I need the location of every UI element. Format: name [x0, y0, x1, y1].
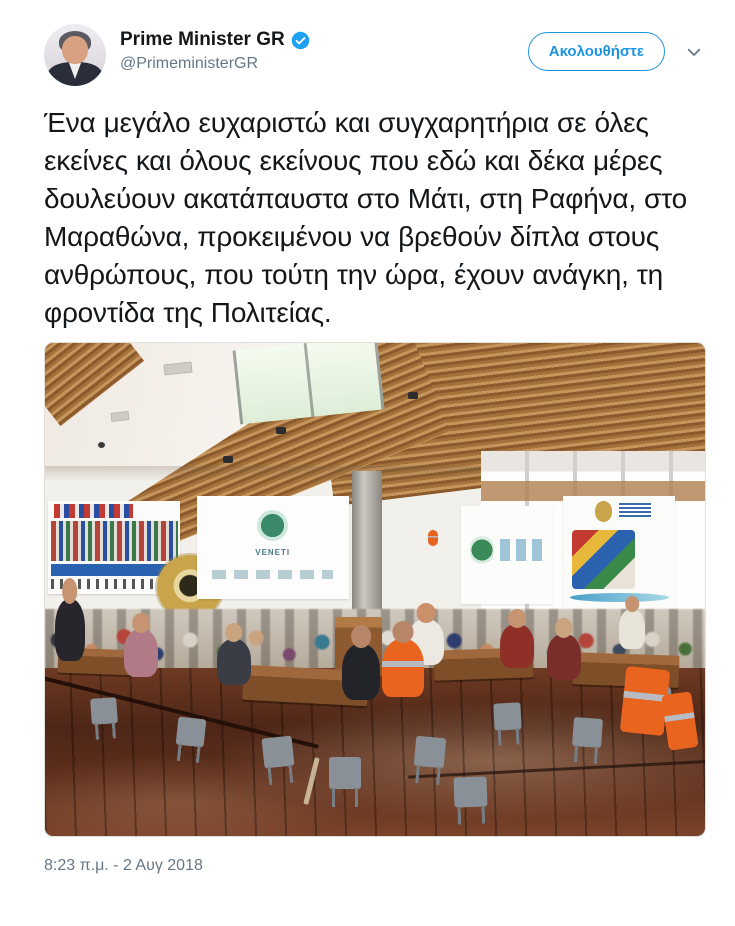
person: [619, 609, 645, 649]
plastic-chair: [493, 702, 521, 730]
person: [55, 599, 85, 661]
sponsor-banner-right: [461, 506, 553, 605]
tweet-timestamp[interactable]: 8:23 π.μ. - 2 Αυγ 2018: [44, 857, 203, 874]
person: [547, 634, 581, 680]
spotlight: [408, 392, 418, 399]
banner-runners-graphic: [51, 521, 178, 560]
spotlight: [276, 427, 286, 434]
banner-flags: [54, 504, 133, 517]
plastic-chair: [176, 716, 207, 747]
orange-safety-vest-person: [382, 639, 424, 697]
banner-flags-graphic: [572, 530, 635, 589]
avatar[interactable]: [44, 24, 106, 86]
plastic-chair: [90, 697, 118, 725]
person: [342, 644, 380, 700]
plastic-chair: [261, 736, 294, 769]
spotlight: [98, 442, 105, 448]
banner-wave: [570, 593, 669, 602]
author-block: [120, 24, 310, 73]
spotlight: [223, 456, 233, 463]
tweet-photo[interactable]: [44, 342, 706, 837]
flags-banner-right: [563, 496, 675, 609]
person: [500, 624, 534, 668]
follow-button[interactable]: Ακολουθήστε: [528, 32, 665, 71]
plastic-chair: [454, 776, 488, 807]
tweet-text: Ένα μεγάλο ευχαριστώ και συγχαρητήρια σε όλες εκείνες και όλους εκείνους που εδώ και δέκα μέρες δουλεύουν ακατάπαυστα στο Μάτι, στη Ραφήνα, στο Μαραθώνα, προκειμένου να βρεθούν δίπλα στους ανθρώπους, που τούτη την ώρα, έχουν ανάγκη, τη φροντίδα της Πολιτείας.: [44, 107, 687, 328]
plastic-chair: [329, 757, 361, 789]
veneti-logo: [254, 508, 290, 543]
veneti-banner: [197, 496, 349, 600]
plastic-chair: [572, 717, 603, 748]
safety-vest: [428, 530, 438, 546]
chevron-down-icon[interactable]: [683, 41, 705, 63]
plastic-chair: [413, 736, 446, 769]
sponsor-logo: [470, 533, 494, 567]
header-actions: [528, 24, 705, 71]
banner-crest: [595, 501, 613, 521]
sponsor-text: [500, 539, 546, 561]
user-handle[interactable]: @PrimeministerGR: [120, 55, 259, 72]
person: [217, 639, 251, 685]
tweet-header: [44, 24, 705, 86]
greek-flag-logo: [619, 503, 650, 519]
avatar-face: [62, 36, 88, 64]
veneti-label: VENETI: [255, 547, 291, 557]
verified-badge-icon: [291, 31, 310, 50]
person: [124, 629, 158, 677]
ceiling-vent: [111, 411, 130, 422]
display-name[interactable]: Prime Minister GR: [120, 29, 285, 50]
banner-subtext: [212, 570, 333, 578]
